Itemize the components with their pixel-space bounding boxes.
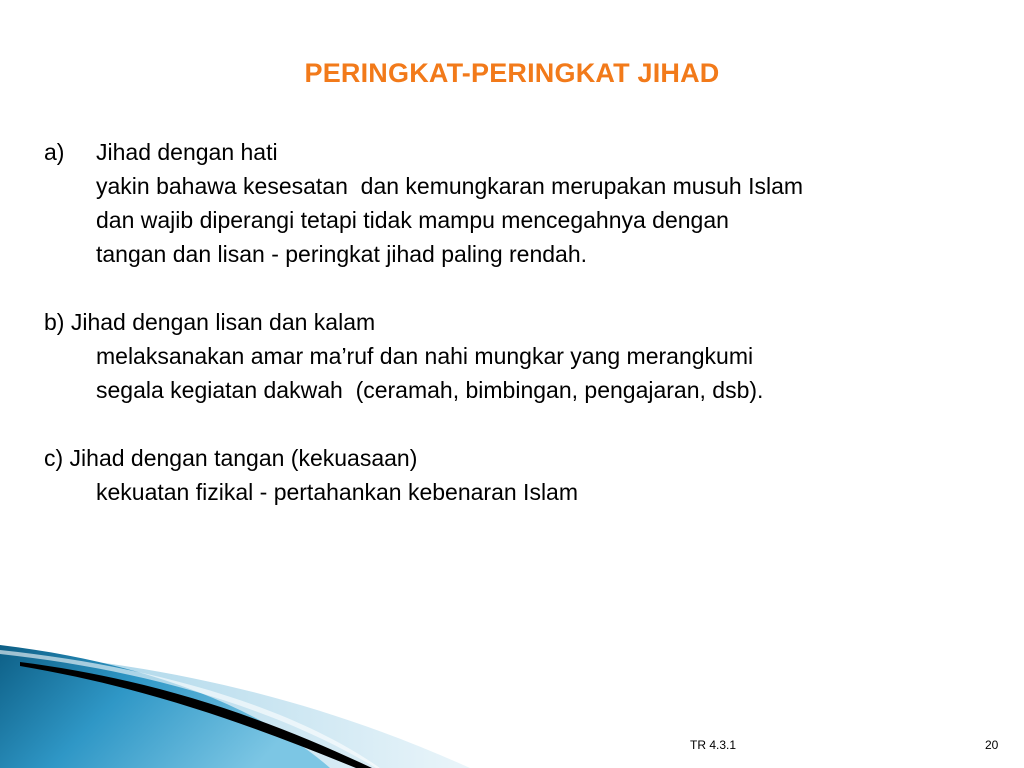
section-b-line-1: melaksanakan amar ma’ruf dan nahi mungkar yang merangkumi bbox=[96, 343, 754, 369]
slide-title: PERINGKAT-PERINGKAT JIHAD bbox=[304, 58, 720, 88]
page-number: 20 bbox=[985, 738, 999, 752]
slide-body bbox=[44, 135, 1004, 509]
section-a-line-3: tangan dan lisan - peringkat jihad paling rendah. bbox=[96, 241, 588, 267]
section-a-line-1: yakin bahawa kesesatan dan kemungkaran merupakan musuh Islam bbox=[96, 173, 804, 199]
section-b-heading: b) Jihad dengan lisan dan kalam bbox=[44, 309, 376, 335]
section-b-line-2: segala kegiatan dakwah (ceramah, bimbingan, pengajaran, dsb). bbox=[96, 377, 764, 403]
spacer bbox=[44, 407, 1004, 441]
section-c-line-1: kekuatan fizikal - pertahankan kebenaran Islam bbox=[96, 479, 579, 505]
section-a-marker: a) bbox=[44, 139, 65, 165]
section-a-title: Jihad dengan hati bbox=[96, 139, 278, 165]
section-a-heading bbox=[44, 135, 1004, 169]
spacer bbox=[44, 271, 1004, 305]
section-a-line-2: dan wajib diperangi tetapi tidak mampu mencegahnya dengan bbox=[96, 207, 729, 233]
section-c-heading: c) Jihad dengan tangan (kekuasaan) bbox=[44, 445, 418, 471]
footer-code: TR 4.3.1 bbox=[690, 738, 737, 752]
